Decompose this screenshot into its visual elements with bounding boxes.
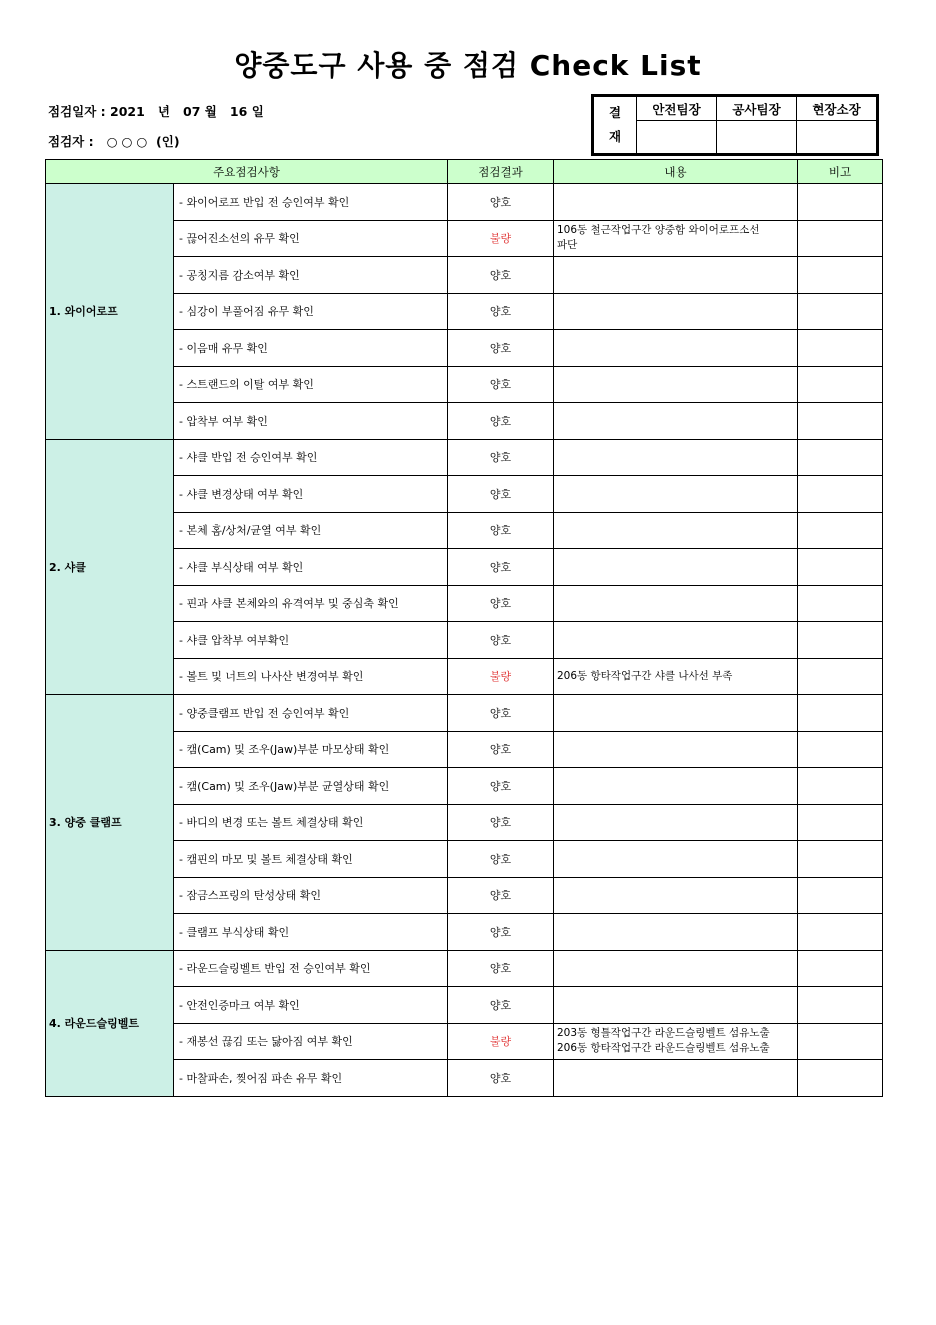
check-item: - 클램프 부식상태 확인 xyxy=(174,914,448,951)
check-remark xyxy=(798,184,883,221)
check-note xyxy=(554,330,798,367)
check-remark xyxy=(798,914,883,951)
check-result: 양호 xyxy=(448,439,554,476)
table-header-row xyxy=(46,160,883,184)
approval-label xyxy=(594,97,637,154)
table-row xyxy=(46,695,883,732)
check-note xyxy=(554,476,798,513)
check-item: - 심강이 부풀어짐 유무 확인 xyxy=(174,293,448,330)
check-item: - 샤클 변경상태 여부 확인 xyxy=(174,476,448,513)
check-remark xyxy=(798,622,883,659)
check-item: - 재봉선 끊김 또는 닳아짐 여부 확인 xyxy=(174,1023,448,1060)
check-result: 양호 xyxy=(448,768,554,805)
check-item: - 핀과 샤클 본체와의 유격여부 및 중심축 확인 xyxy=(174,585,448,622)
check-remark xyxy=(798,877,883,914)
check-note xyxy=(554,950,798,987)
check-remark xyxy=(798,987,883,1024)
check-remark xyxy=(798,330,883,367)
header-remarks: 비고 xyxy=(798,160,883,184)
check-item: - 볼트 및 너트의 나사산 변경여부 확인 xyxy=(174,658,448,695)
checklist-table xyxy=(45,159,883,1097)
check-note: 206동 항타작업구간 샤클 나사선 부족 xyxy=(554,658,798,695)
inspection-month: 07 xyxy=(183,104,201,119)
check-result: 양호 xyxy=(448,622,554,659)
check-result: 양호 xyxy=(448,950,554,987)
check-note xyxy=(554,403,798,440)
check-note xyxy=(554,549,798,586)
check-remark xyxy=(798,695,883,732)
check-item: - 바디의 변경 또는 볼트 체결상태 확인 xyxy=(174,804,448,841)
header-items: 주요점검사항 xyxy=(46,160,448,184)
check-note xyxy=(554,987,798,1024)
header-result: 점검결과 xyxy=(448,160,554,184)
check-note xyxy=(554,768,798,805)
check-note xyxy=(554,804,798,841)
check-result: 양호 xyxy=(448,585,554,622)
table-row xyxy=(46,439,883,476)
check-remark xyxy=(798,1060,883,1097)
check-note xyxy=(554,622,798,659)
approval-role-safety: 안전팀장 xyxy=(637,97,717,121)
check-note: 203동 형틀작업구간 라운드슬링벨트 섬유노출 206동 항타작업구간 라운드슬링벨트 섬유노출 xyxy=(554,1023,798,1060)
check-note xyxy=(554,257,798,294)
check-item: - 캠(Cam) 및 조우(Jaw)부분 균열상태 확인 xyxy=(174,768,448,805)
check-note xyxy=(554,841,798,878)
check-note xyxy=(554,695,798,732)
category-label: 2. 샤클 xyxy=(46,439,174,695)
approval-label-bottom: 재 xyxy=(608,129,622,144)
check-result: 양호 xyxy=(448,476,554,513)
check-result: 양호 xyxy=(448,403,554,440)
inspection-date xyxy=(48,102,264,120)
check-item: - 캠(Cam) 및 조우(Jaw)부분 마모상태 확인 xyxy=(174,731,448,768)
checklist-body xyxy=(46,184,883,1097)
check-note xyxy=(554,512,798,549)
inspection-day: 16 xyxy=(229,104,248,119)
check-result: 양호 xyxy=(448,330,554,367)
check-result: 양호 xyxy=(448,549,554,586)
approval-role-site: 현장소장 xyxy=(797,97,877,121)
check-remark xyxy=(798,257,883,294)
check-note xyxy=(554,731,798,768)
table-row xyxy=(46,950,883,987)
approval-sign-site[interactable] xyxy=(797,121,877,154)
check-result: 양호 xyxy=(448,804,554,841)
check-remark xyxy=(798,220,883,257)
check-item: - 샤클 압착부 여부확인 xyxy=(174,622,448,659)
check-remark xyxy=(798,512,883,549)
header-content: 내용 xyxy=(554,160,798,184)
month-unit: 월 xyxy=(204,104,217,119)
check-result: 양호 xyxy=(448,257,554,294)
category-label: 3. 양중 클램프 xyxy=(46,695,174,951)
page-title: 양중도구 사용 중 점검 Check List xyxy=(234,49,702,82)
check-remark xyxy=(798,293,883,330)
check-note xyxy=(554,184,798,221)
inspection-date-label: 점검일자 : xyxy=(48,104,106,119)
check-remark xyxy=(798,403,883,440)
check-note xyxy=(554,439,798,476)
approval-sign-construction[interactable] xyxy=(717,121,797,154)
check-result: 양호 xyxy=(448,914,554,951)
check-note xyxy=(554,293,798,330)
check-item: - 공칭지름 감소여부 확인 xyxy=(174,257,448,294)
check-item: - 본체 홈/상처/균열 여부 확인 xyxy=(174,512,448,549)
check-result: 양호 xyxy=(448,877,554,914)
check-result: 양호 xyxy=(448,1060,554,1097)
category-label: 4. 라운드슬링벨트 xyxy=(46,950,174,1096)
check-note xyxy=(554,914,798,951)
check-result: 불량 xyxy=(448,1023,554,1060)
table-row xyxy=(46,184,883,221)
year-unit: 년 xyxy=(157,104,170,119)
check-item: - 압착부 여부 확인 xyxy=(174,403,448,440)
check-remark xyxy=(798,950,883,987)
check-result: 양호 xyxy=(448,841,554,878)
check-item: - 캠핀의 마모 및 볼트 체결상태 확인 xyxy=(174,841,448,878)
day-unit: 일 xyxy=(251,104,264,119)
check-note xyxy=(554,877,798,914)
check-remark xyxy=(798,366,883,403)
check-item: - 라운드슬링벨트 반입 전 승인여부 확인 xyxy=(174,950,448,987)
check-remark xyxy=(798,549,883,586)
check-item: - 안전인증마크 여부 확인 xyxy=(174,987,448,1024)
check-note: 106동 철근작업구간 양중함 와이어로프소선 파단 xyxy=(554,220,798,257)
check-remark xyxy=(798,476,883,513)
check-note xyxy=(554,585,798,622)
approval-role-construction: 공사팀장 xyxy=(717,97,797,121)
check-item: - 샤클 반입 전 승인여부 확인 xyxy=(174,439,448,476)
check-item: - 끊어진소선의 유무 확인 xyxy=(174,220,448,257)
check-remark xyxy=(798,1023,883,1060)
category-label: 1. 와이어로프 xyxy=(46,184,174,440)
check-remark xyxy=(798,658,883,695)
check-result: 양호 xyxy=(448,512,554,549)
check-remark xyxy=(798,585,883,622)
check-remark xyxy=(798,439,883,476)
check-item: - 이음매 유무 확인 xyxy=(174,330,448,367)
check-result: 불량 xyxy=(448,658,554,695)
approval-sign-safety[interactable] xyxy=(637,121,717,154)
inspector-seal: (인) xyxy=(156,134,180,149)
check-remark xyxy=(798,731,883,768)
check-item: - 양중클램프 반입 전 승인여부 확인 xyxy=(174,695,448,732)
check-result: 양호 xyxy=(448,293,554,330)
check-remark xyxy=(798,841,883,878)
inspector-label: 점검자 : xyxy=(48,134,94,149)
check-item: - 마찰파손, 찢어짐 파손 유무 확인 xyxy=(174,1060,448,1097)
approval-box xyxy=(591,94,879,156)
check-remark xyxy=(798,804,883,841)
check-result: 양호 xyxy=(448,987,554,1024)
inspection-year: 2021 xyxy=(110,104,145,119)
check-note xyxy=(554,1060,798,1097)
inspector xyxy=(48,132,180,150)
check-result: 양호 xyxy=(448,695,554,732)
check-note xyxy=(554,366,798,403)
check-result: 양호 xyxy=(448,731,554,768)
check-result: 불량 xyxy=(448,220,554,257)
check-item: - 와이어로프 반입 전 승인여부 확인 xyxy=(174,184,448,221)
check-remark xyxy=(798,768,883,805)
check-result: 양호 xyxy=(448,184,554,221)
check-result: 양호 xyxy=(448,366,554,403)
check-item: - 잠금스프링의 탄성상태 확인 xyxy=(174,877,448,914)
check-item: - 샤클 부식상태 여부 확인 xyxy=(174,549,448,586)
check-item: - 스트랜드의 이탈 여부 확인 xyxy=(174,366,448,403)
approval-label-top: 결 xyxy=(608,105,622,120)
inspector-name: ○ ○ ○ xyxy=(106,134,148,149)
